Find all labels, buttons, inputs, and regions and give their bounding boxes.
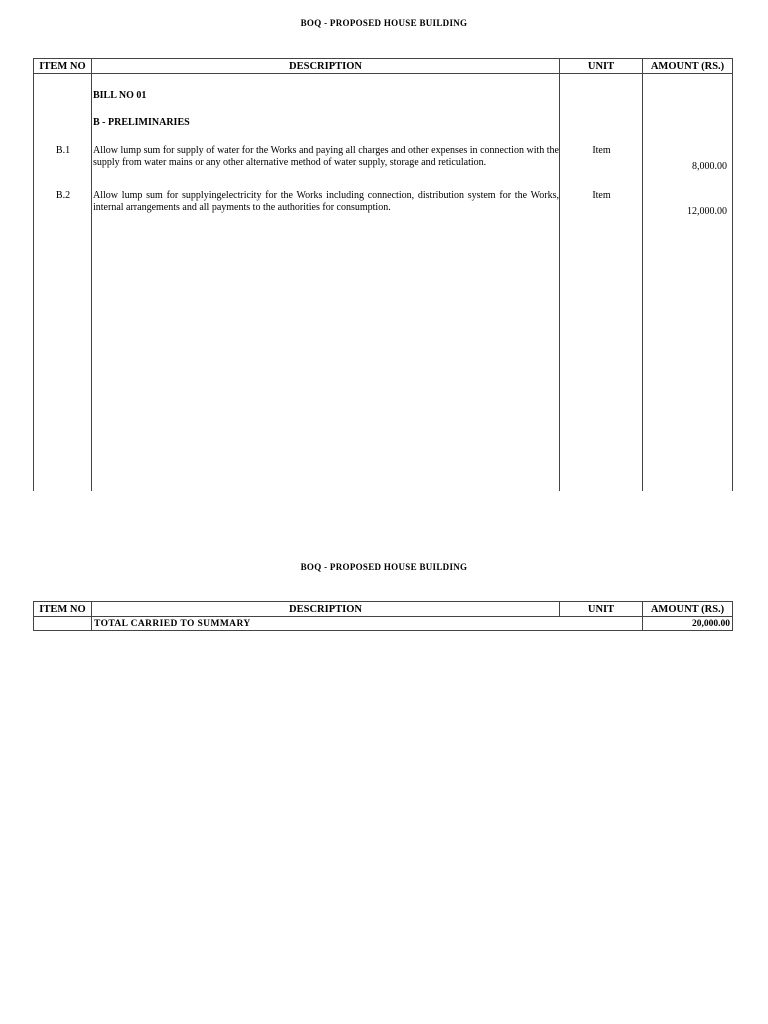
header-amount: AMOUNT (RS.) [643, 59, 733, 74]
total-amount: 20,000.00 [643, 617, 733, 631]
header-item-no: ITEM NO [34, 59, 92, 74]
summary-table [33, 601, 733, 631]
header-item-no: ITEM NO [34, 602, 92, 617]
item-description: Allow lump sum for supply of water for the Works and paying all charges and other expenses in connection with the supply from water mains or any other alternative method of water supply, storage and reticulation. [93, 145, 559, 168]
item-unit: Item [592, 190, 611, 201]
total-item-no-cell [34, 617, 92, 631]
total-label: TOTAL CARRIED TO SUMMARY [92, 617, 643, 631]
boq-table [33, 58, 733, 491]
table-header-row [34, 602, 733, 617]
total-row [34, 617, 733, 631]
table-body-row [34, 74, 733, 492]
item-amount: 8,000.00 [692, 161, 727, 172]
header-description: DESCRIPTION [92, 602, 560, 617]
item-no-column [34, 74, 92, 492]
item-amount: 12,000.00 [687, 206, 727, 217]
item-unit: Item [592, 145, 611, 156]
bill-number: BILL NO 01 [93, 90, 147, 101]
item-description: Allow lump sum for supplyingelectricity for the Works including connection, distribution system for the Works, internal arrangements and all payments to the authorities for consumption. [93, 190, 559, 213]
header-amount: AMOUNT (RS.) [643, 602, 733, 617]
amount-column [643, 74, 733, 492]
description-column [92, 74, 560, 492]
header-unit: UNIT [560, 59, 643, 74]
page-title: BOQ - PROPOSED HOUSE BUILDING [300, 18, 468, 28]
header-unit: UNIT [560, 602, 643, 617]
item-no: B.1 [55, 145, 71, 156]
header-description: DESCRIPTION [92, 59, 560, 74]
section-heading: B - PRELIMINARIES [93, 117, 190, 128]
unit-column [560, 74, 643, 492]
item-no: B.2 [55, 190, 71, 201]
page-title: BOQ - PROPOSED HOUSE BUILDING [300, 562, 468, 572]
table-header-row [34, 59, 733, 74]
